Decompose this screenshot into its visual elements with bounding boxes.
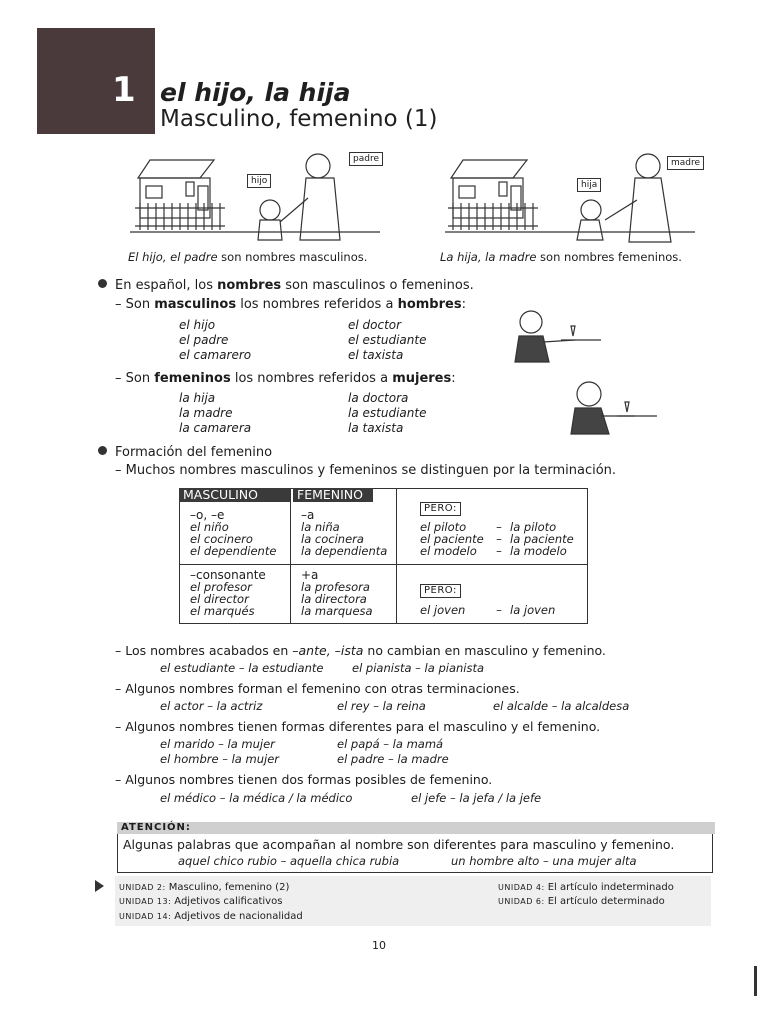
page-subtitle: Masculino, femenino (1) [160, 106, 438, 132]
word: el marqués [190, 604, 255, 618]
divider [396, 489, 397, 623]
list-item: la camarera [179, 421, 252, 435]
text: – Son [115, 371, 155, 386]
list-item: la hija [179, 391, 216, 405]
atencion-example-2: un hombre alto – una mujer alta [451, 854, 637, 868]
ref-unit: UNIDAD 4: [498, 883, 545, 892]
text: : [451, 371, 456, 386]
row1-exception-list [420, 521, 574, 557]
word: el modelo [420, 544, 477, 558]
section2-intro: – Muchos nombres masculinos y femeninos se distinguen por la terminación. [115, 463, 617, 478]
rule-2-example-2: el rey – la reina [337, 699, 426, 713]
table-header-masculino: MASCULINO [179, 488, 291, 502]
atencion-text: Algunas palabras que acompañan al nombre son diferentes para masculino y femenino. [123, 837, 675, 852]
caption-right-italic: La hija, la madre [440, 250, 537, 264]
word: el director [190, 592, 249, 606]
reference-unit-4 [498, 882, 674, 893]
tag-madre: madre [667, 156, 704, 170]
rule-1-example-2: el pianista – la pianista [352, 661, 485, 675]
reference-unit-14 [119, 911, 303, 922]
rule-1 [115, 643, 606, 658]
dash: – [496, 532, 502, 546]
text-bold: mujeres [392, 371, 452, 386]
rule-4-example-1: el médico – la médica / la médico [160, 791, 353, 805]
text: – Son [115, 297, 155, 312]
ending: –o, –e [190, 508, 225, 522]
row2-exceptions [420, 583, 461, 598]
masc-list-col1 [179, 318, 251, 363]
text: los nombres referidos a [236, 297, 398, 312]
table-header-femenino: FEMENINO [293, 488, 373, 502]
row2-masc [190, 569, 266, 617]
ref-unit: UNIDAD 13: [119, 897, 172, 906]
word: el piloto [420, 520, 467, 534]
caption-right-rest: son nombres femeninos. [536, 250, 682, 264]
unit-number-box [37, 28, 155, 134]
unit-number: 1 [112, 70, 136, 110]
word: la paciente [510, 532, 574, 546]
text-bold: nombres [217, 278, 282, 293]
caption-left-rest: son nombres masculinos. [217, 250, 368, 264]
word: el profesor [190, 580, 252, 594]
atencion-box [117, 834, 713, 873]
rule-3: – Algunos nombres tienen formas diferentes para el masculino y el femenino. [115, 719, 601, 734]
row1-masc [190, 509, 276, 557]
tag-hija: hija [577, 178, 601, 192]
word: la cocinera [301, 532, 364, 546]
word: el paciente [420, 532, 484, 546]
rule-2-example-1: el actor – la actriz [160, 699, 263, 713]
list-item: la madre [179, 406, 233, 420]
illustration-daughter-mother [445, 148, 705, 248]
rule-4: – Algunos nombres tienen dos formas posibles de femenino. [115, 772, 493, 787]
ref-unit: UNIDAD 6: [498, 897, 545, 906]
fem-list-col1 [179, 391, 251, 436]
rule-3-example-4: el padre – la madre [337, 752, 449, 766]
exception-row [420, 545, 574, 557]
ending: +a [301, 568, 319, 582]
word: la dependienta [301, 544, 388, 558]
ref-unit: UNIDAD 2: [119, 883, 166, 892]
text: son masculinos o femeninos. [281, 278, 474, 293]
ref-text: El artículo indeterminado [547, 882, 674, 893]
ref-text: El artículo determinado [547, 896, 665, 907]
list-item: el estudiante [348, 333, 427, 347]
ref-text: Masculino, femenino (2) [168, 882, 290, 893]
dash: – [496, 520, 502, 534]
text: En español, los [115, 278, 218, 293]
rule-1-example-1: el estudiante – la estudiante [160, 661, 324, 675]
exception-row [420, 604, 555, 616]
word: el joven [420, 603, 466, 617]
row1-exceptions [420, 501, 461, 516]
pero-label: PERO: [420, 502, 461, 516]
word: la joven [510, 603, 556, 617]
bullet-icon [98, 446, 107, 455]
rule-3-example-2: el hombre – la mujer [160, 752, 280, 766]
masc-list-col2 [348, 318, 426, 363]
text-bold: hombres [397, 297, 462, 312]
dash: – [496, 603, 502, 617]
text: los nombres referidos a [230, 371, 393, 386]
fem-list-col2 [348, 391, 426, 436]
bullet-icon [98, 279, 107, 288]
caption-left-italic: El hijo, el padre [128, 250, 218, 264]
list-item: la doctora [348, 391, 409, 405]
masc-rule [115, 297, 466, 312]
divider [180, 564, 587, 565]
section2-heading [98, 445, 272, 460]
ending: –a [301, 508, 315, 522]
text-italic: –ante, –ista [292, 643, 364, 658]
fem-rule [115, 371, 456, 386]
ref-unit: UNIDAD 14: [119, 912, 172, 921]
text-bold: masculinos [154, 297, 237, 312]
caption-left [128, 250, 367, 264]
edge-mark [754, 966, 757, 996]
list-item: la estudiante [348, 406, 427, 420]
rule-4-example-2: el jefe – la jefa / la jefe [411, 791, 542, 805]
dash: – [496, 544, 502, 558]
word: la modelo [510, 544, 567, 558]
tag-padre: padre [349, 152, 383, 166]
atencion-label: ATENCIÓN: [117, 822, 715, 834]
atencion-example-1: aquel chico rubio – aquella chica rubia [178, 854, 400, 868]
list-item: el hijo [179, 318, 216, 332]
text: no cambian en masculino y femenino. [363, 643, 606, 658]
text: : [461, 297, 466, 312]
reference-unit-13 [119, 896, 282, 907]
waiter-illustration [505, 306, 605, 364]
list-item: el camarero [179, 348, 252, 362]
rule-2: – Algunos nombres forman el femenino con otras terminaciones. [115, 681, 520, 696]
caption-right [440, 250, 682, 264]
list-item: la taxista [348, 421, 404, 435]
row2-fem [301, 569, 373, 617]
row2-exception-list [420, 604, 555, 616]
word: la profesora [301, 580, 370, 594]
list-item: el padre [179, 333, 229, 347]
rule-3-example-1: el marido – la mujer [160, 737, 275, 751]
word: el niño [190, 520, 229, 534]
word: el dependiente [190, 544, 277, 558]
rule-3-example-3: el papá – la mamá [337, 737, 444, 751]
text-bold: femeninos [154, 371, 231, 386]
section1-intro [98, 278, 474, 293]
waitress-illustration [565, 376, 665, 436]
word: la directora [301, 592, 367, 606]
ref-text: Adjetivos de nacionalidad [174, 911, 303, 922]
word: la piloto [510, 520, 557, 534]
list-item: el doctor [348, 318, 402, 332]
reference-unit-2 [119, 882, 289, 893]
list-item: el taxista [348, 348, 404, 362]
word: la marquesa [301, 604, 373, 618]
word: el cocinero [190, 532, 253, 546]
page-number: 10 [372, 939, 386, 952]
reference-unit-6 [498, 896, 665, 907]
gender-table [179, 488, 588, 624]
row1-fem [301, 509, 387, 557]
tag-hijo: hijo [247, 174, 271, 188]
pero-label: PERO: [420, 584, 461, 598]
divider [290, 489, 291, 623]
rule-2-example-3: el alcalde – la alcaldesa [493, 699, 630, 713]
ending: –consonante [190, 568, 266, 582]
text: Formación del femenino [115, 445, 273, 460]
page-title: el hijo, la hija [160, 78, 351, 107]
arrow-right-icon [95, 880, 104, 892]
word: la niña [301, 520, 340, 534]
ref-text: Adjetivos calificativos [174, 896, 283, 907]
text: – Los nombres acabados en [115, 643, 293, 658]
